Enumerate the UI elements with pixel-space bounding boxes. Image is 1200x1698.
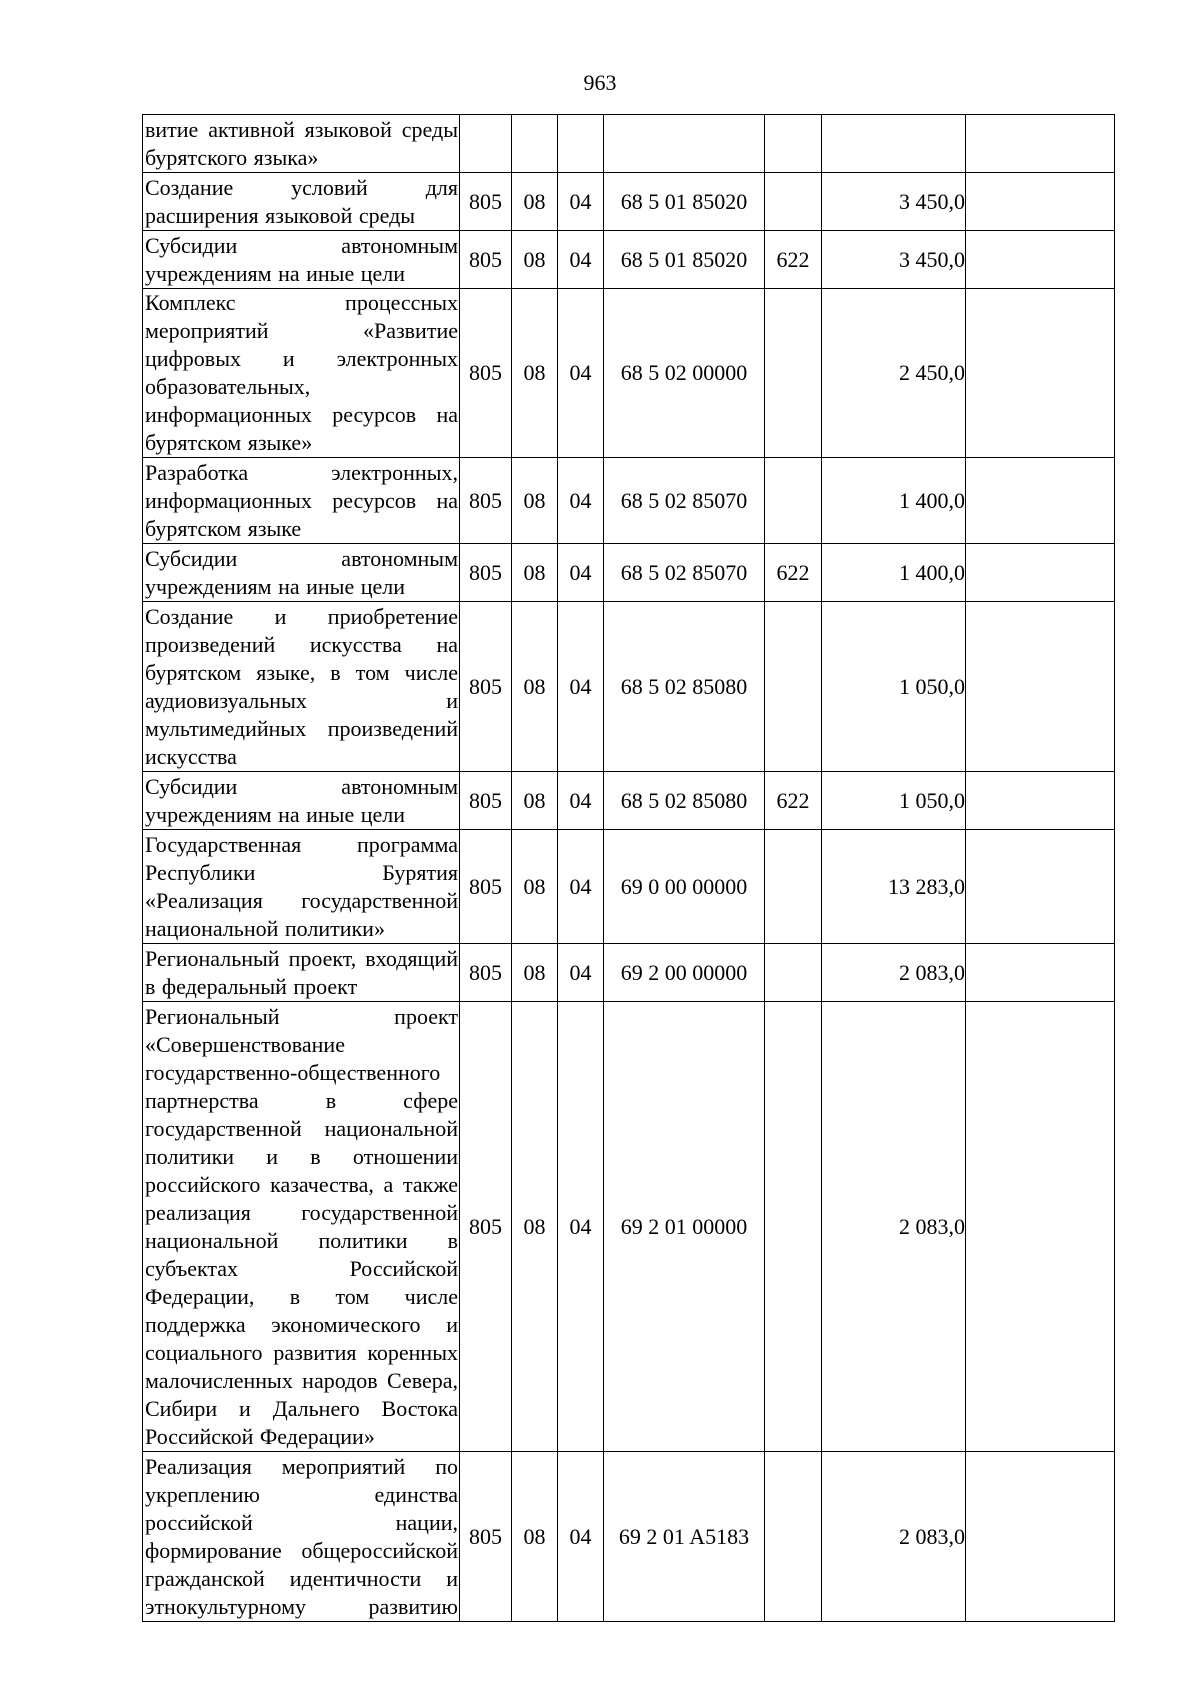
subsection-code: 04 bbox=[558, 830, 604, 944]
extra-column bbox=[966, 458, 1115, 544]
section-code: 08 bbox=[512, 544, 558, 602]
extra-column bbox=[966, 772, 1115, 830]
subsection-code: 04 bbox=[558, 602, 604, 772]
ministry-code: 805 bbox=[460, 1002, 512, 1452]
amount bbox=[822, 115, 966, 173]
subsection-code: 04 bbox=[558, 458, 604, 544]
ministry-code: 805 bbox=[460, 1452, 512, 1622]
table-row bbox=[143, 1002, 1115, 1452]
subsection-code: 04 bbox=[558, 231, 604, 289]
target-article-code: 68 5 01 85020 bbox=[604, 231, 765, 289]
target-article-code: 68 5 02 85070 bbox=[604, 544, 765, 602]
row-description: Создание условий для расширения языковой среды bbox=[143, 173, 460, 231]
section-code: 08 bbox=[512, 173, 558, 231]
target-article-code: 68 5 02 85080 bbox=[604, 772, 765, 830]
section-code: 08 bbox=[512, 944, 558, 1002]
amount: 1 050,0 bbox=[822, 602, 966, 772]
amount: 3 450,0 bbox=[822, 231, 966, 289]
section-code bbox=[512, 115, 558, 173]
row-description: Разработка электронных, информационных ресурсов на бурятском языке bbox=[143, 458, 460, 544]
extra-column bbox=[966, 830, 1115, 944]
expense-type-code: 622 bbox=[765, 544, 822, 602]
expense-type-code bbox=[765, 173, 822, 231]
row-description: Субсидии автономным учреждениям на иные цели bbox=[143, 544, 460, 602]
table-row bbox=[143, 115, 1115, 173]
extra-column bbox=[966, 173, 1115, 231]
ministry-code bbox=[460, 115, 512, 173]
row-description: Субсидии автономным учреждениям на иные цели bbox=[143, 772, 460, 830]
ministry-code: 805 bbox=[460, 173, 512, 231]
subsection-code: 04 bbox=[558, 544, 604, 602]
target-article-code: 68 5 02 85080 bbox=[604, 602, 765, 772]
subsection-code: 04 bbox=[558, 944, 604, 1002]
subsection-code bbox=[558, 115, 604, 173]
target-article-code: 69 2 01 00000 bbox=[604, 1002, 765, 1452]
expense-type-code: 622 bbox=[765, 231, 822, 289]
subsection-code: 04 bbox=[558, 1452, 604, 1622]
budget-table bbox=[142, 114, 1115, 1622]
amount: 2 083,0 bbox=[822, 1452, 966, 1622]
row-description: Комплекс процессных мероприятий «Развитие цифровых и электронных образовательных, информационных ресурсов на бурятском языке» bbox=[143, 289, 460, 458]
expense-type-code bbox=[765, 458, 822, 544]
section-code: 08 bbox=[512, 1002, 558, 1452]
amount: 2 083,0 bbox=[822, 944, 966, 1002]
extra-column bbox=[966, 231, 1115, 289]
row-description: Реализация мероприятий по укреплению единства российской нации, формирование общероссийской гражданской идентичности и этнокультурному развитию bbox=[143, 1452, 460, 1622]
subsection-code: 04 bbox=[558, 1002, 604, 1452]
section-code: 08 bbox=[512, 231, 558, 289]
row-description: Региональный проект «Совершенствование государственно-общественного партнерства в сфере государственной национальной политики и в отношении российского казачества, а также реализация государственной национальной политики в субъектах Российской Федерации, в том числе поддержка экономического и социального развития коренных малочисленных народов Севера, Сибири и Дальнего Востока Российской Федерации» bbox=[143, 1002, 460, 1452]
ministry-code: 805 bbox=[460, 772, 512, 830]
expense-type-code bbox=[765, 1002, 822, 1452]
page-number: 963 bbox=[583, 70, 617, 95]
table-row bbox=[143, 173, 1115, 231]
table-row bbox=[143, 289, 1115, 458]
ministry-code: 805 bbox=[460, 231, 512, 289]
row-description: Государственная программа Республики Бурятия «Реализация государственной национальной политики» bbox=[143, 830, 460, 944]
section-code: 08 bbox=[512, 289, 558, 458]
section-code: 08 bbox=[512, 830, 558, 944]
expense-type-code bbox=[765, 944, 822, 1002]
amount: 1 400,0 bbox=[822, 458, 966, 544]
ministry-code: 805 bbox=[460, 544, 512, 602]
table-row bbox=[143, 231, 1115, 289]
section-code: 08 bbox=[512, 1452, 558, 1622]
ministry-code: 805 bbox=[460, 602, 512, 772]
subsection-code: 04 bbox=[558, 772, 604, 830]
table-row bbox=[143, 458, 1115, 544]
expense-type-code bbox=[765, 1452, 822, 1622]
amount: 3 450,0 bbox=[822, 173, 966, 231]
table-row bbox=[143, 602, 1115, 772]
row-description: Субсидии автономным учреждениям на иные цели bbox=[143, 231, 460, 289]
extra-column bbox=[966, 1002, 1115, 1452]
ministry-code: 805 bbox=[460, 830, 512, 944]
ministry-code: 805 bbox=[460, 458, 512, 544]
target-article-code: 69 0 00 00000 bbox=[604, 830, 765, 944]
expense-type-code bbox=[765, 115, 822, 173]
section-code: 08 bbox=[512, 602, 558, 772]
extra-column bbox=[966, 544, 1115, 602]
expense-type-code bbox=[765, 830, 822, 944]
subsection-code: 04 bbox=[558, 289, 604, 458]
table-row bbox=[143, 544, 1115, 602]
target-article-code: 69 2 01 A5183 bbox=[604, 1452, 765, 1622]
expense-type-code bbox=[765, 289, 822, 458]
extra-column bbox=[966, 602, 1115, 772]
table-row bbox=[143, 1452, 1115, 1622]
row-description: Создание и приобретение произведений искусства на бурятском языке, в том числе аудиовизуальных и мультимедийных произведений искусства bbox=[143, 602, 460, 772]
target-article-code bbox=[604, 115, 765, 173]
amount: 2 450,0 bbox=[822, 289, 966, 458]
expense-type-code bbox=[765, 602, 822, 772]
amount: 13 283,0 bbox=[822, 830, 966, 944]
table-row bbox=[143, 944, 1115, 1002]
table-row bbox=[143, 830, 1115, 944]
section-code: 08 bbox=[512, 458, 558, 544]
ministry-code: 805 bbox=[460, 289, 512, 458]
amount: 1 400,0 bbox=[822, 544, 966, 602]
amount: 2 083,0 bbox=[822, 1002, 966, 1452]
subsection-code: 04 bbox=[558, 173, 604, 231]
target-article-code: 69 2 00 00000 bbox=[604, 944, 765, 1002]
row-description: витие активной языковой среды бурятского языка» bbox=[143, 115, 460, 173]
target-article-code: 68 5 02 00000 bbox=[604, 289, 765, 458]
extra-column bbox=[966, 115, 1115, 173]
extra-column bbox=[966, 1452, 1115, 1622]
ministry-code: 805 bbox=[460, 944, 512, 1002]
amount: 1 050,0 bbox=[822, 772, 966, 830]
expense-type-code: 622 bbox=[765, 772, 822, 830]
table-row bbox=[143, 772, 1115, 830]
row-description: Региональный проект, входящий в федеральный проект bbox=[143, 944, 460, 1002]
extra-column bbox=[966, 944, 1115, 1002]
target-article-code: 68 5 02 85070 bbox=[604, 458, 765, 544]
target-article-code: 68 5 01 85020 bbox=[604, 173, 765, 231]
extra-column bbox=[966, 289, 1115, 458]
section-code: 08 bbox=[512, 772, 558, 830]
